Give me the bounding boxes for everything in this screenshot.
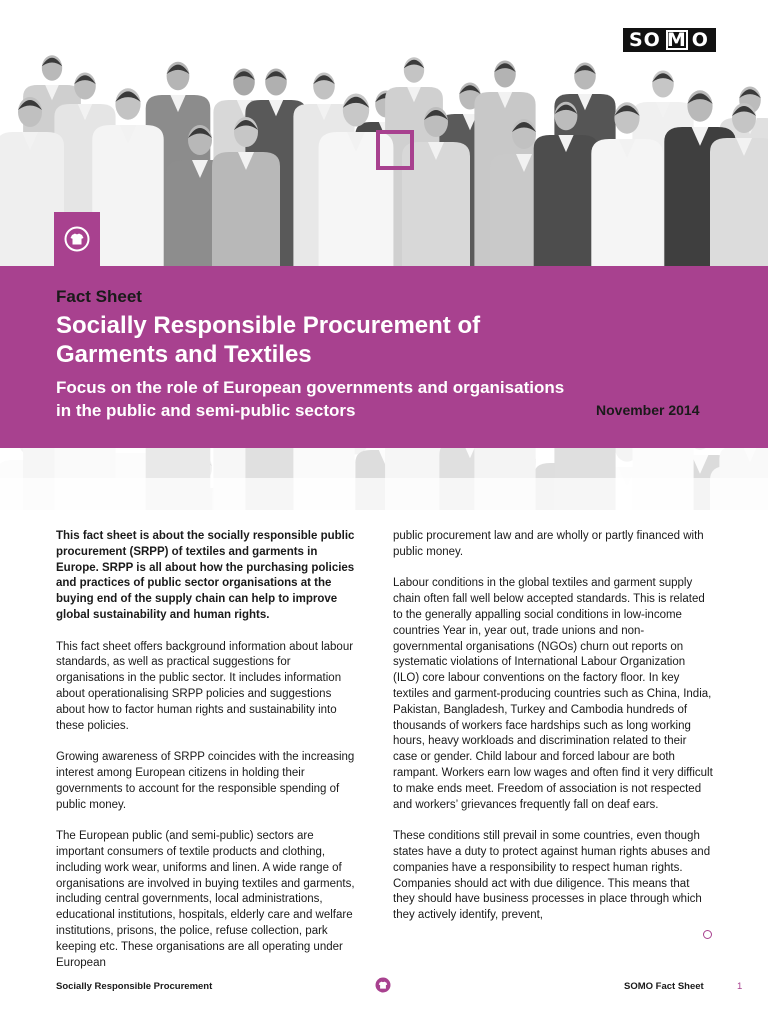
- tshirt-icon: [375, 977, 391, 993]
- crowd-reflection: [0, 448, 768, 510]
- body-paragraph: The European public (and semi-public) sectors are important consumers of textile products and clothing, including work wear, uniforms and linen. A wide range of organisations are involved in buying textiles and garments, including central governments, local administrations, educational institutions, hospitals, elderly care and welfare institutions, prisons, the police, refuse collection, park keeping etc. These organisations are all operating under European: [56, 830, 355, 969]
- footer-document-title: Socially Responsible Procurement: [56, 981, 213, 992]
- continued-marker-icon: [703, 930, 712, 939]
- tshirt-icon: [64, 226, 90, 252]
- page-number: 1: [737, 981, 743, 992]
- intro-paragraph: This fact sheet is about the socially responsible public procurement (SRPP) of textiles and garments in Europe. SRPP is all about how the purchasing policies and practices of public sector organisations at the buying end of the supply chain can help to improve global sustainability and human rights.: [56, 530, 355, 621]
- right-column: [393, 529, 713, 940]
- body-paragraph: These conditions still prevail in some countries, even though states have a duty to protect against human rights abuses and companies have a responsibility to respect human rights. Companies should act with due diligence. This means that they should have business processes in place through which they actively identify, prevent,: [393, 830, 711, 922]
- body-paragraph: Growing awareness of SRPP coincides with the increasing interest among European citizens in holding their governments to account for the responsible spending of public money.: [56, 751, 355, 811]
- document-type-label: Fact Sheet: [56, 287, 142, 306]
- footer-series-name: SOMO Fact Sheet: [624, 981, 704, 992]
- publication-date: November 2014: [596, 402, 700, 418]
- highlight-frame: [376, 130, 414, 170]
- page-title: Socially Responsible Procurement of Garments and Textiles: [56, 312, 481, 368]
- body-paragraph: Labour conditions in the global textiles and garment supply chain often fall well below accepted standards. This is related to the generally appalling social conditions in low-income countries Year in, year out, trade unions and non-governmental organisations (NGOs) churn out reports on systematic violations of International Labour Organization (ILO) core labour conventions on the factory floor. In key textiles and garment-producing countries such as China, India, Pakistan, Bangladesh, Turkey and Cambodia hundreds of thousands of workers face hardships such as long working hours, heavy workloads and discrimination related to their case or gender. Child labour and forced labour are both rampant. Workers earn low wages and often find it very difficult to make ends meet. Freedom of association is not respected and workers’ grievances frequently fall on deaf ears.: [393, 577, 713, 811]
- somo-logo: SO M O: [623, 28, 716, 52]
- left-column: [56, 529, 356, 987]
- body-paragraph: This fact sheet offers background information about labour standards, as well as practical suggestions for organisations in the public sector. It includes information about operationalising SRPP policies and suggestions about how to factor human rights and sustainability into these policies.: [56, 640, 354, 732]
- body-paragraph: public procurement law and are wholly or partly financed with public money.: [393, 530, 704, 558]
- page-subtitle: Focus on the role of European governments and organisations in the public and semi-public sectors: [56, 378, 565, 420]
- category-badge: [54, 212, 100, 266]
